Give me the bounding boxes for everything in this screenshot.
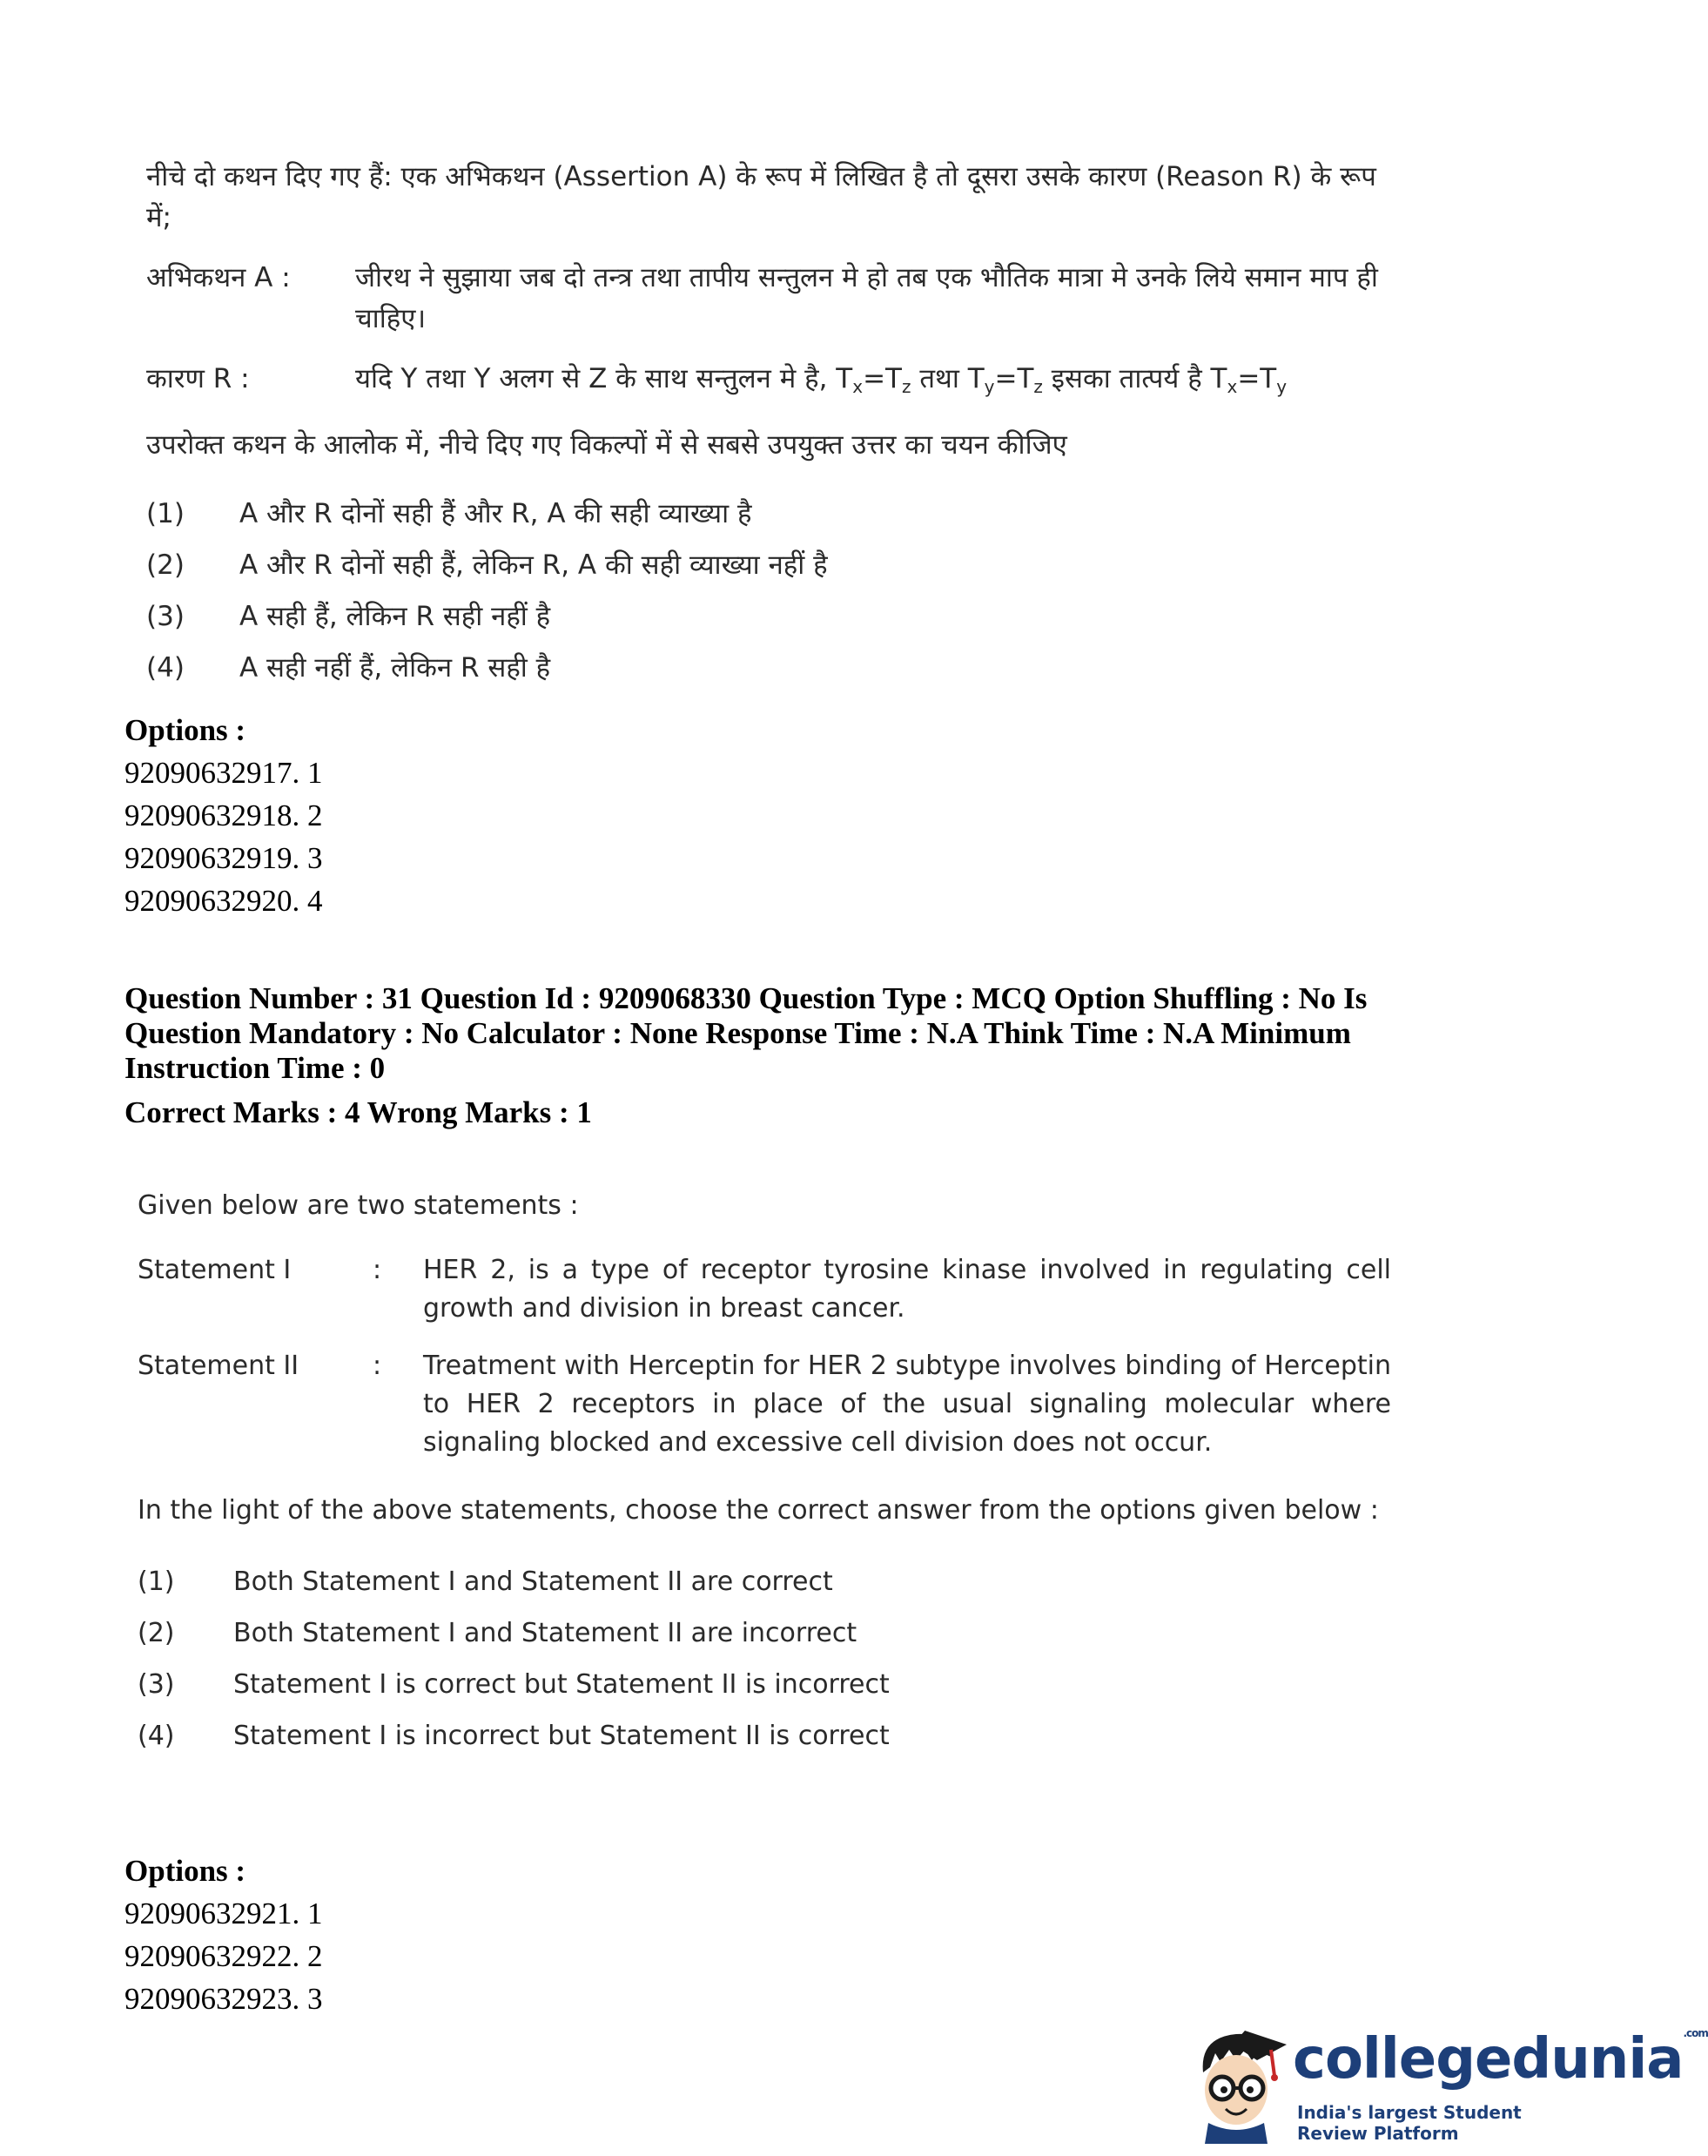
assertion-text: जीरथ ने सुझाया जब दो तन्त्र तथा तापीय सन्तुलन मे हो तब एक भौतिक मात्रा मे उनके लिये समान माप ही चाहिए।: [355, 262, 1378, 334]
statement-1-row: Statement I : HER 2, is a type of receptor tyrosine kinase involved in regulating cell growth and division in breast cancer.: [138, 1251, 1391, 1328]
answer-choice: (4) Statement I is incorrect but Statement II is correct: [138, 1720, 890, 1751]
option-id: 92090632923. 3: [124, 1982, 323, 2016]
answer-choice: (1) A और R दोनों सही हैं और R, A की सही व्याख्या है: [146, 498, 752, 529]
statement-1-label: Statement I: [138, 1255, 292, 1285]
question-intro: नीचे दो कथन दिए गए हैं: एक अभिकथन (Assertion A) के रूप में लिखित है तो दूसरा उसके कारण (Reason R) के रूप में;: [146, 161, 1376, 233]
question-marks: Correct Marks : 4 Wrong Marks : 1: [124, 1095, 592, 1129]
answer-choices: [146, 488, 1409, 694]
option-id: 92090632921. 1: [124, 1897, 323, 1930]
logo-tagline: India's largest Student Review Platform: [1297, 2102, 1522, 2144]
assertion-label: अभिकथन A :: [146, 262, 291, 293]
assertion-row: [146, 258, 1409, 340]
options-list: [124, 709, 323, 922]
collegedunia-logo: [1184, 2022, 1708, 2144]
option-id: 92090632918. 2: [124, 798, 323, 832]
question-meta: Question Number : 31 Question Id : 9209068330 Question Type : MCQ Option Shuffling : No Is Question Mandatory : No Calculator : None Response Time : N.A Think Time : N.A Minimum Instruction Time : 0: [124, 981, 1368, 1085]
reason-row: [146, 359, 1409, 408]
option-id: 92090632917. 1: [124, 756, 323, 790]
question-prompt: उपरोक्त कथन के आलोक में, नीचे दिए गए विकल्पों में से सबसे उपयुक्त उत्तर का चयन कीजिए: [146, 429, 1067, 461]
reason-label: कारण R :: [146, 363, 250, 394]
answer-choice: (3) A सही हैं, लेकिन R सही नहीं है: [146, 601, 551, 632]
question-30-block: [146, 157, 1409, 694]
reason-text: यदि Y तथा Y अलग से Z के साथ सन्तुलन मे है, $T_x=T_z$ तथा $T_y=T_z$ इसका तात्पर्य है $T_x=T_y$: [355, 363, 1288, 397]
answer-choice: (1) Both Statement I and Statement II are correct: [138, 1566, 833, 1597]
answer-choice: (4) A सही नहीं हैं, लेकिन R सही है: [146, 652, 551, 684]
logo-wordmark: collegedunia$^{.com}$: [1293, 2027, 1708, 2092]
student-mascot-icon: [1184, 2022, 1297, 2144]
option-id: 92090632919. 3: [124, 841, 323, 875]
question-intro: Given below are two statements :: [138, 1190, 579, 1221]
answer-choice: (3) Statement I is correct but Statement II is incorrect: [138, 1668, 890, 1700]
options-list: [124, 1849, 323, 2020]
answer-choices: [138, 1556, 1391, 1762]
options-heading: Options :: [124, 1854, 246, 1888]
statement-1-text: HER 2, is a type of receptor tyrosine kinase involved in regulating cell growth and division in breast cancer.: [423, 1255, 1391, 1324]
option-id: 92090632920. 4: [124, 884, 323, 918]
question-31-block: [138, 1187, 1391, 1762]
option-id: 92090632922. 2: [124, 1939, 323, 1973]
answer-choice: (2) A और R दोनों सही हैं, लेकिन R, A की सही व्याख्या नहीं है: [146, 549, 828, 581]
statement-2-text: Treatment with Herceptin for HER 2 subtype involves binding of Herceptin to HER 2 receptors in place of the usual signaling molecular where signaling blocked and excessive cell division does not occur.: [423, 1351, 1391, 1458]
options-heading: Options :: [124, 713, 246, 747]
answer-choice: (2) Both Statement I and Statement II are incorrect: [138, 1617, 857, 1648]
statement-2-label: Statement II: [138, 1351, 299, 1381]
question-prompt: In the light of the above statements, choose the correct answer from the options given below :: [138, 1495, 1379, 1526]
statement-2-row: Statement II : Treatment with Herceptin for HER 2 subtype involves binding of Herceptin to HER 2 receptors in place of the usual signaling molecular where signaling blocked and excessive cell division does not occur.: [138, 1347, 1391, 1462]
